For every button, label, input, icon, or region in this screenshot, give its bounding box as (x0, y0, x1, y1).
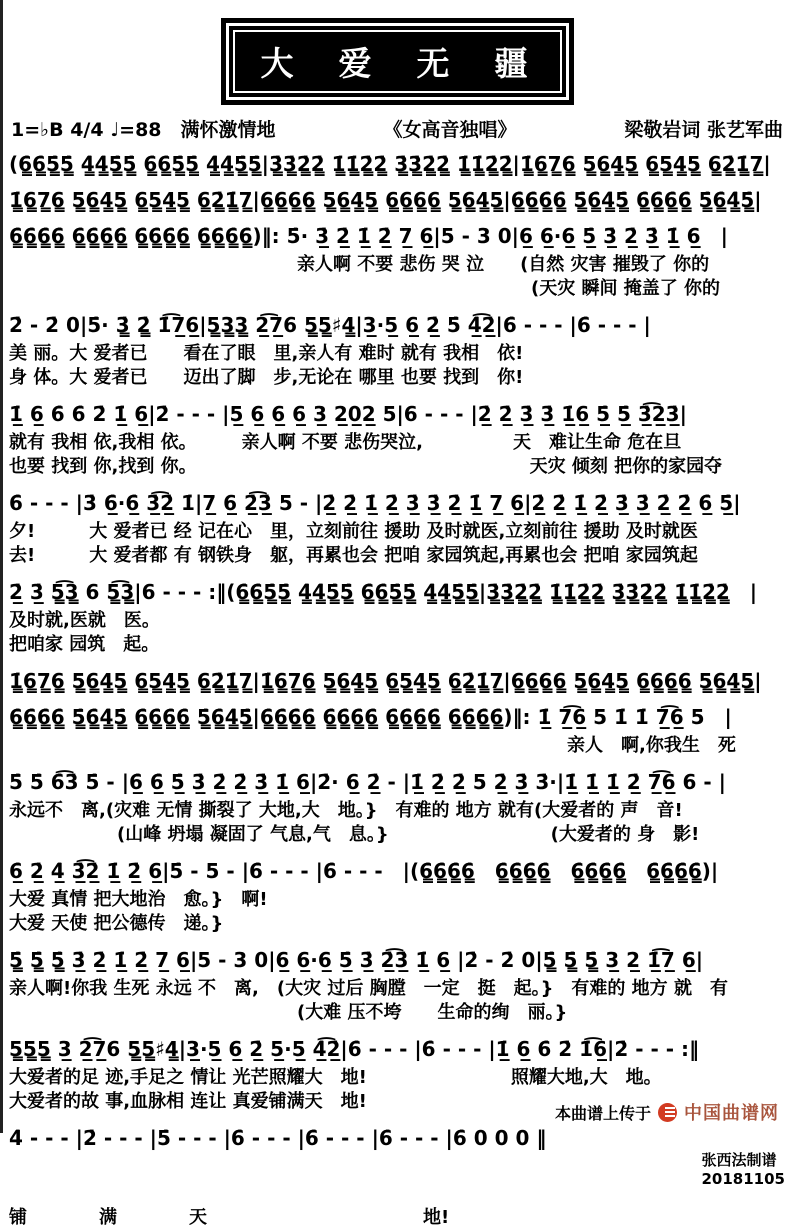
notes-line: 6̳̇6̳̇6̳̇6̳̇ 5̳̇6̳̇4̳̇5̳̇ 6̳̇6̳̇6̳̇6̳̇ 5̳̇6̳̇4̳̇5̳̇|6̳̇6̳̇6̳̇6̳̇ 6̳̇6̳̇6̳̇6̳̇ 6̳̇6̳̇6̳̇6̳̇ 6̳̇6̳̇6̳̇6̳̇)‖: 1̲̇ 7̲͡6̲ 5 1̇ 1̇ 7̲͡6̲ 5 | (9, 705, 732, 729)
lyric-line: 把咱家 园筑 起。 (9, 634, 160, 655)
notes-line: 1̳̇6̳7̳6̳ 5̳6̳4̳5̳ 6̳5̳4̳5̳ 6̳2̳̇1̳̇7̳|1̳̇6̳7̳6̳ 5̳6̳4̳5̳ 6̳5̳4̳5̳ 6̳2̳̇1̳̇7̳|6̳6̳6̳6̳ 5̳6̳4̳5̳ 6̳6̳6̳6̳ 5̳6̳4̳5̳| (9, 669, 762, 693)
title-area (9, 18, 785, 105)
lyric-line: 去! 大 爱者都 有 钢铁身 躯，再累也会 把咱 家园筑起,再累也会 把咱 家园筑起 (9, 545, 698, 566)
system-12 (9, 944, 785, 1025)
system-4 (9, 309, 785, 390)
lyric-line: 身 体。大 爱者已 迈出了脚 步,无论在 哪里 也要 找到 你! (9, 367, 524, 388)
site-name: 中国曲谱网 (684, 1103, 779, 1124)
notes-line: 1̳̇6̳7̳6̳ 5̳6̳4̳5̳ 6̳5̳4̳5̳ 6̳2̳̇1̳̇7̳|6̳6̳6̳6̳ 5̳6̳4̳5̳ 6̳6̳6̳6̳ 5̳6̳4̳5̳|6̳̇6̳̇6̳̇6̳̇ 5̳̇6̳̇4̳̇5̳̇ 6̳̇6̳̇6̳̇6̳̇ 5̳̇6̳̇4̳̇5̳̇| (9, 188, 762, 212)
notes-line: 1̲̇ 6̲ 6̇ 6̇ 2̇ 1̲̇ 6̲|2̇ - - - |5̲ 6̲ 6̲ 6̲ 3̲ 2̲0̲2̲ 5|6 - - - |2̲̇ 2̲̇ 3̲̇ 3̲̇ 1̲̇6̲ 5̲̇ 5̲̇ 3̲̇͡2̲3̲̇| (9, 402, 687, 426)
upload-note: 本曲谱上传于 (554, 1103, 651, 1123)
notes-line: (6̳̇6̳̇5̳̇5̳̇ 4̳̇4̳̇5̳̇5̳̇ 6̳̇6̳̇5̳̇5̳̇ 4̳̇4̳̇5̳̇5̳̇|3̳̇3̳̇2̳̇2̳̇ 1̳̇1̳̇2̳̇2̳̇ 3̳̇3̳̇2̳̇2̳̇ 1̳̇1̳̇2̳̇2̳̇|1̳̇6̳7̳6̳ 5̳6̳4̳5̳ 6̳5̳4̳5̳ 6̳2̳̇1̳̇7̳| (9, 152, 771, 176)
system-11 (9, 855, 785, 936)
site-logo-icon (658, 1103, 677, 1122)
lyric-line: (大难 压不垮 生命的绚 丽。} (9, 1002, 568, 1023)
lyric-line: (天灾 瞬间 掩盖了 你的 (9, 278, 721, 299)
lyric-line: 大爱者的足 迹,手足之 情让 光芒照耀大 地! 照耀大地,大 地。 (9, 1067, 662, 1088)
title-box (221, 18, 574, 105)
notes-line: 5̇ 5̇ 6̇͡3̇ 5̇ - |6̲̇ 6̲̇ 5̲̇ 3̲̇ 2̲̇ 2̲̇ 3̲̇ 1̲̇ 6̲|2̇· 6̲ 2̲̇ - |1̲̇ 2̲̇ 2̲̇ 5 2̲̇ 3̲̇ 3̇·|1̲̇ 1̲̇ 1̲̇ 2̲̇ 7̲͡6̲ 6 - | (9, 770, 726, 794)
lyric-line: 铺 满 天 地! (9, 1207, 450, 1228)
key-tempo-expression: 1=♭B 4/4 ♩=88 满怀激情地 (11, 119, 276, 141)
site-footer (555, 1099, 779, 1125)
system-7 (9, 576, 785, 657)
notes-line: 6̇ - - - |3̇ 6̲̇·6̲̇ 3̲̇͡2̲̇ 1̇|7̲ 6̲ 2̲̇͡3̲̇ 5 - |2̲̇ 2̲̇ 1̲̇ 2̲̇ 3̲̇ 3̲̇ 2̲̇ 1̲̇ 7̲ 6̲|2̲̇ 2̲̇ 1̲̇ 2̲̇ 3̲̇ 3̲̇ 2̲̇ 2̲̇ 6̲̇ 5̲̇| (9, 491, 741, 515)
page-title: 大 爱 无 疆 (233, 30, 562, 93)
lyric-line: 亲人啊!你我 生死 永远 不 离, (大灾 过后 胸膛 一定 挺 起。} 有难的 地方 就 有 (9, 978, 728, 999)
notes-line: 5̳5̳5̳ 3̲ 2̲͡7̲6 5̳5̳♯4̳|3̲·5̲ 6̲ 2̲̇ 5̲·5̲ 4̲̇͡2̲̇|6̇ - - - |6̇ - - - |1̲̇ 6̲ 6̇ 2̇ 1̇͡6̲|2̇ - - - :‖ (9, 1037, 699, 1061)
notes-line: 5̳̇ 5̳̇ 5̳̇ 3̲̇ 2̲̇ 1̲̇ 2̲̇ 7̲ 6̲|5 - 3 0|6̲ 6̲·6̲ 5̲̇ 3̲̇ 2̲̇͡3̲̇ 1̲̇ 6̲ |2̇ - 2̇ 0|5̳̇ 5̳̇ 5̳̇ 3̲ 2̲ 1̲̇͡7̲ 6̲| (9, 948, 704, 972)
system-10 (9, 766, 785, 847)
score-header (11, 115, 783, 142)
engraving-date: 20181105 (701, 1170, 785, 1188)
system-6 (9, 487, 785, 568)
notes-line: 6̳̇6̳̇6̳̇6̳̇ 6̳̇6̳̇6̳̇6̳̇ 6̳̇6̳̇6̳̇6̳̇ 6̳̇6̳̇6̳̇6̳̇)‖: 5̇· 3̲̇ 2̲̇ 1̲̇ 2̲̇ 7̲ 6̲|5 - 3 0|6̲ 6̲·6̲ 5̲̇ 3̲̇ 2̲̇ 3̲̇ 1̲̇ 6̲ | (9, 224, 728, 248)
system-2 (9, 184, 785, 217)
system-14 (9, 1122, 785, 1230)
lyric-line: 也要 找到 你,找到 你。 天灾 倾刻 把你的家园夺 (9, 456, 723, 477)
subtitle: 《女高音独唱》 (383, 119, 517, 141)
notes-line: 2̲̇ 3̲̇ 5̳͡3̳ 6 5̳͡3̳|6 - - - :‖(6̳̇6̳̇5̳̇5̳̇ 4̳̇4̳̇5̳̇5̳̇ 6̳̇6̳̇5̳̇5̳̇ 4̳̇4̳̇5̳̇5̳̇|3̳̇3̳̇2̳̇2̳̇ 1̳̇1̳̇2̳̇2̳̇ 3̳̇3̳̇2̳̇2̳̇ 1̳̇1̳̇2̳̇2̳̇ | (9, 580, 758, 604)
notes-line: 4̇ - - - |2̇ - - - |5̇ - - - |6̇ - - - |6̇ - - - |6̇ - - - |6̇ 0 0 0 ‖ (9, 1126, 547, 1150)
lyric-line: 大爱者的故 事,血脉相 连让 真爱铺满天 地! (9, 1091, 367, 1112)
lyric-line: 及时就,医就 医。 (9, 610, 160, 631)
system-3 (9, 220, 785, 301)
lyric-line: 大爱 真情 把大地治 愈。} 啊! (9, 889, 268, 910)
lyric-line: 夕! 大 爱者已 经 记在心 里，立刻前往 援助 及时就医,立刻前往 援助 及时就医 (9, 521, 698, 542)
system-5 (9, 398, 785, 479)
lyric-line: 永远不 离,(灾难 无情 撕裂了 大地,大 地。} 有难的 地方 就有(大爱者的 声 音! (9, 800, 683, 821)
notes-line: 2̇ - 2̇ 0|5̇· 3̳̇ 2̳̇ 1̇͡7̲6̲|5̳3̳3̳ 2̲͡7̲6 5̳5̳♯4̳|3̲·5̲ 6̲ 2̲̇ 5̇ 4̲̇͡2̲̇|6̇ - - - |6̇ - - - | (9, 313, 651, 337)
system-9 (9, 701, 785, 758)
system-8 (9, 665, 785, 698)
lyric-line: 亲人 啊,你我生 死 (9, 735, 736, 756)
notes-line: 6̲̇ 2̲̇ 4̲̇ 3̲̇͡2̲̇ 1̲̇ 2̲̇ 6̲|5̇ - 5 - |6̇ - - - |6̇ - - - |(6̳̇6̳̇6̳̇6̳̇ 6̳̇6̳̇6̳̇6̳̇ 6̳̇6̳̇6̳̇6̳̇ 6̳̇6̳̇6̳̇6̳̇)| (9, 859, 719, 883)
engraver-credit: 张西法制谱 (701, 1151, 777, 1169)
lyric-line: 就有 我相 依,我相 依。 亲人啊 不要 悲伤哭泣, 天 难让生命 危在旦 (9, 432, 682, 453)
lyric-line: 美 丽。大 爱者已 看在了眼 里,亲人有 难时 就有 我相 依! (9, 343, 524, 364)
lyric-line: 亲人啊 不要 悲伤 哭 泣 (自然 灾害 摧毁了 你的 (9, 254, 710, 275)
lyric-line: (山峰 坍塌 凝固了 气息,气 息。} (大爱者的 身 影! (9, 824, 700, 845)
lyric-line: 大爱 天使 把公德传 递。} (9, 913, 224, 934)
system-1 (9, 148, 785, 181)
credits: 梁敬岩词 张艺军曲 (624, 119, 783, 141)
